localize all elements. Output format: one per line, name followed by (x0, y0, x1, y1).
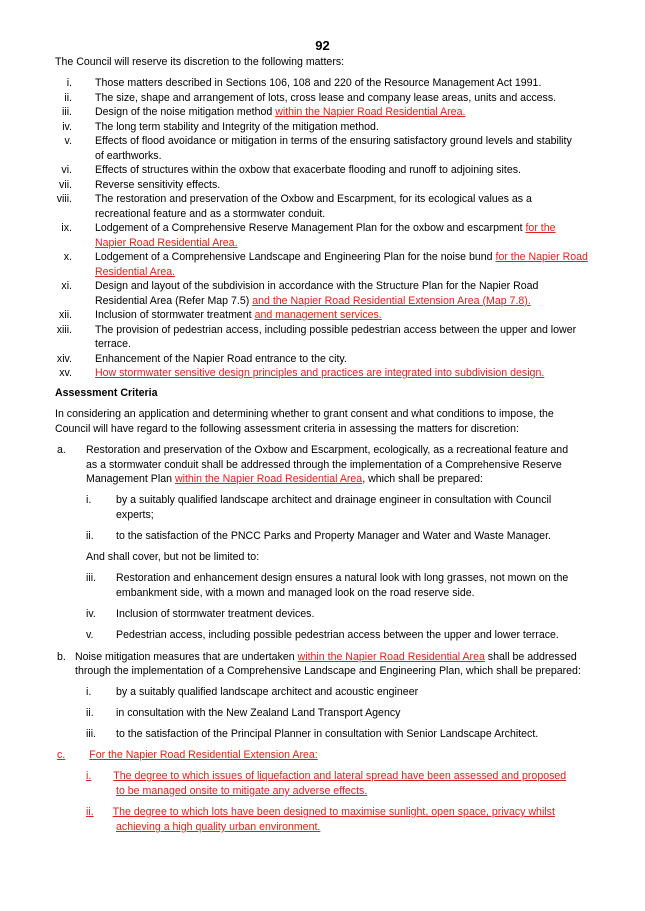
criteria-intro-line-2: Council will have regard to the following assessment criteria in assessing the matters for discretion: (55, 423, 519, 435)
matter-line (95, 308, 382, 323)
matter-number: viii. (56, 193, 72, 205)
text-span: Noise mitigation measures that are undertaken (75, 651, 298, 663)
criterion-b-sub-i-num: i. (86, 686, 92, 698)
criterion-a-line-3 (86, 472, 483, 487)
criterion-a-sub-iii-num: iii. (86, 572, 97, 584)
criterion-a-sub-ii-num: ii. (86, 530, 94, 542)
amendment-span: within the Napier Road Residential Area (174, 473, 363, 485)
amendment-span: within the Napier Road Residential Area (297, 651, 485, 663)
text-span: Design and layout of the subdivision in accordance with the Structure Plan for the Napier Road (95, 280, 539, 292)
criteria-intro-line-1: In considering an application and determining whether to grant consent and what conditions to impose, the (55, 408, 554, 420)
criterion-c-sub-ii-num: ii. (86, 806, 94, 818)
text-span: The degree to which lots have been designed to maximise sunlight, open space, privacy whilst (112, 806, 555, 818)
criterion-a-sub-iv-num: iv. (86, 608, 96, 620)
text-span: The provision of pedestrian access, including possible pedestrian access between the upper and lower (95, 323, 577, 336)
matter-line (95, 76, 541, 91)
criterion-b-sub-iii-num: iii. (86, 728, 97, 740)
matter-line (95, 120, 379, 135)
text-span: The long term stability and Integrity of the mitigation method. (95, 120, 379, 133)
criterion-a-cover: And shall cover, but not be limited to: (86, 551, 260, 563)
text-span: Residential Area (Refer Map 7.5) (95, 294, 253, 307)
text-span: The degree to which issues of liquefaction and lateral spread have been assessed and proposed (113, 770, 567, 782)
criterion-b-sub-ii-line-1: in consultation with the New Zealand Land Transport Agency (116, 707, 401, 719)
criterion-a-sub-i-num: i. (86, 494, 92, 506)
amendment-span: for the (525, 222, 556, 234)
matter-number: x. (63, 251, 72, 263)
criterion-c-sub-i-num: i. (86, 770, 92, 782)
criterion-c-heading (57, 748, 328, 763)
text-span: terrace. (95, 338, 131, 350)
text-span: of earthworks. (95, 149, 162, 162)
matter-line (95, 294, 531, 309)
criterion-c-letter: c. (57, 749, 66, 761)
matter-number: v. (64, 135, 72, 147)
matter-number: iv. (62, 120, 72, 133)
matter-line (95, 366, 544, 381)
criterion-b-sub-i-line-1: by a suitably qualified landscape architect and acoustic engineer (116, 686, 419, 698)
matter-line (95, 192, 532, 207)
matter-number: xiii. (56, 323, 72, 336)
criterion-a-line-1: Restoration and preservation of the Oxbow and Escarpment, ecologically, as a recreational feature and (86, 444, 569, 456)
text-span: Design of the noise mitigation method (95, 106, 276, 118)
criterion-c-sub-ii-line-1 (86, 805, 555, 820)
matter-line (95, 149, 162, 164)
criterion-b-line-2: through the implementation of a Comprehensive Landscape and Engineering Plan, which shall be prepared: (75, 665, 581, 677)
matter-line (95, 178, 220, 193)
page-number: 92 (315, 38, 330, 53)
text-span: shall be addressed (484, 651, 577, 663)
matter-line (95, 91, 556, 106)
criterion-a-sub-iii-line-2: embankment side, with a mown and managed look on the road reserve side. (116, 587, 475, 599)
matter-line (95, 236, 238, 251)
amendment-span: and the Napier Road Residential Extension Area (Map 7.8). (252, 294, 531, 307)
amendment-span: for the Napier Road (495, 251, 588, 263)
matter-line (95, 265, 175, 280)
matter-line (95, 352, 347, 367)
amendment-span: How stormwater sensitive design principles and practices are integrated into subdivision design. (95, 367, 545, 379)
matter-number: iii. (61, 106, 72, 118)
matter-line (95, 221, 556, 236)
matter-number: i. (66, 77, 72, 89)
matter-line (95, 337, 131, 352)
text-span: Reverse sensitivity effects. (95, 178, 221, 191)
text-span: Inclusion of stormwater treatment (95, 309, 255, 321)
text-span: The size, shape and arrangement of lots, cross lease and company lease areas, units and access. (95, 91, 557, 104)
matter-line (95, 207, 325, 222)
text-span: Lodgement of a Comprehensive Landscape and Engineering Plan for the noise bund (95, 251, 496, 263)
text-span: Effects of flood avoidance or mitigation in terms of the ensuring satisfactory ground levels and stability (95, 135, 572, 147)
criterion-a-sub-v-line-1: Pedestrian access, including possible pedestrian access between the upper and lower terrace. (116, 629, 559, 641)
amendment-span: Residential Area. (95, 265, 176, 278)
text-span: Those matters described in Sections 106, 108 and 220 of the Resource Management Act 1991. (95, 77, 542, 89)
matter-line (95, 163, 521, 178)
matter-number: vii. (59, 178, 72, 191)
criterion-a-sub-i-line-2: experts; (116, 509, 154, 521)
matter-line (95, 134, 572, 149)
criterion-a-letter: a. (57, 444, 66, 456)
criterion-c-sub-ii-line-2: achieving a high quality urban environment. (116, 821, 321, 833)
amendment-span: Napier Road Residential Area. (95, 236, 238, 249)
text-span: Lodgement of a Comprehensive Reserve Management Plan for the oxbow and escarpment (95, 222, 526, 234)
amendment-span: and management services. (254, 309, 382, 321)
criterion-b-sub-ii-num: ii. (86, 707, 94, 719)
intro-text: The Council will reserve its discretion to the following matters: (55, 56, 345, 68)
matter-line (95, 279, 538, 294)
criterion-a-sub-ii-line-1: to the satisfaction of the PNCC Parks and Property Manager and Water and Waste Manager. (116, 530, 551, 542)
criterion-a-line-2: as a stormwater conduit shall be addressed through the implementation of a Comprehensive Reserve (86, 459, 562, 471)
matter-number: xi. (61, 280, 72, 292)
matter-number: xv. (59, 367, 72, 379)
criterion-b-sub-iii-line-1: to the satisfaction of the Principal Planner in consultation with Senior Landscape Architect. (116, 728, 539, 740)
criterion-a-sub-v-num: v. (86, 629, 94, 641)
criterion-b-line-1 (75, 650, 577, 665)
text-span: The restoration and preservation of the Oxbow and Escarpment, for its ecological values as a (95, 193, 532, 205)
matter-line (95, 323, 576, 338)
assessment-heading: Assessment Criteria (55, 387, 158, 399)
text-span: recreational feature and as a stormwater conduit. (95, 207, 326, 220)
matter-line (95, 105, 465, 120)
matter-number: xii. (59, 309, 72, 321)
criterion-c-sub-i-line-2: to be managed onsite to mitigate any adverse effects. (116, 785, 368, 797)
criterion-a-sub-iii-line-1: Restoration and enhancement design ensures a natural look with long grasses, not mown on the (116, 572, 569, 584)
text-span: Effects of structures within the oxbow that exacerbate flooding and runoff to adjoining sites. (95, 164, 521, 176)
matter-line (95, 250, 588, 265)
matter-number: xiv. (56, 352, 72, 365)
criterion-b-letter: b. (57, 651, 66, 663)
matter-number: ii. (64, 91, 72, 104)
criterion-a-sub-i-line-1: by a suitably qualified landscape architect and drainage engineer in consultation with Council (116, 494, 552, 506)
text-span: Management Plan (86, 473, 175, 485)
matter-number: ix. (61, 222, 72, 234)
criterion-c-title: For the Napier Road Residential Extension Area: (89, 749, 318, 761)
criterion-c-sub-i-line-1 (86, 769, 566, 784)
text-span: Enhancement of the Napier Road entrance to the city. (95, 352, 347, 365)
text-span: , which shall be prepared: (362, 473, 483, 485)
amendment-span: within the Napier Road Residential Area. (275, 106, 466, 118)
matter-number: vi. (61, 164, 72, 176)
criterion-a-sub-iv-line-1: Inclusion of stormwater treatment devices. (116, 608, 315, 620)
